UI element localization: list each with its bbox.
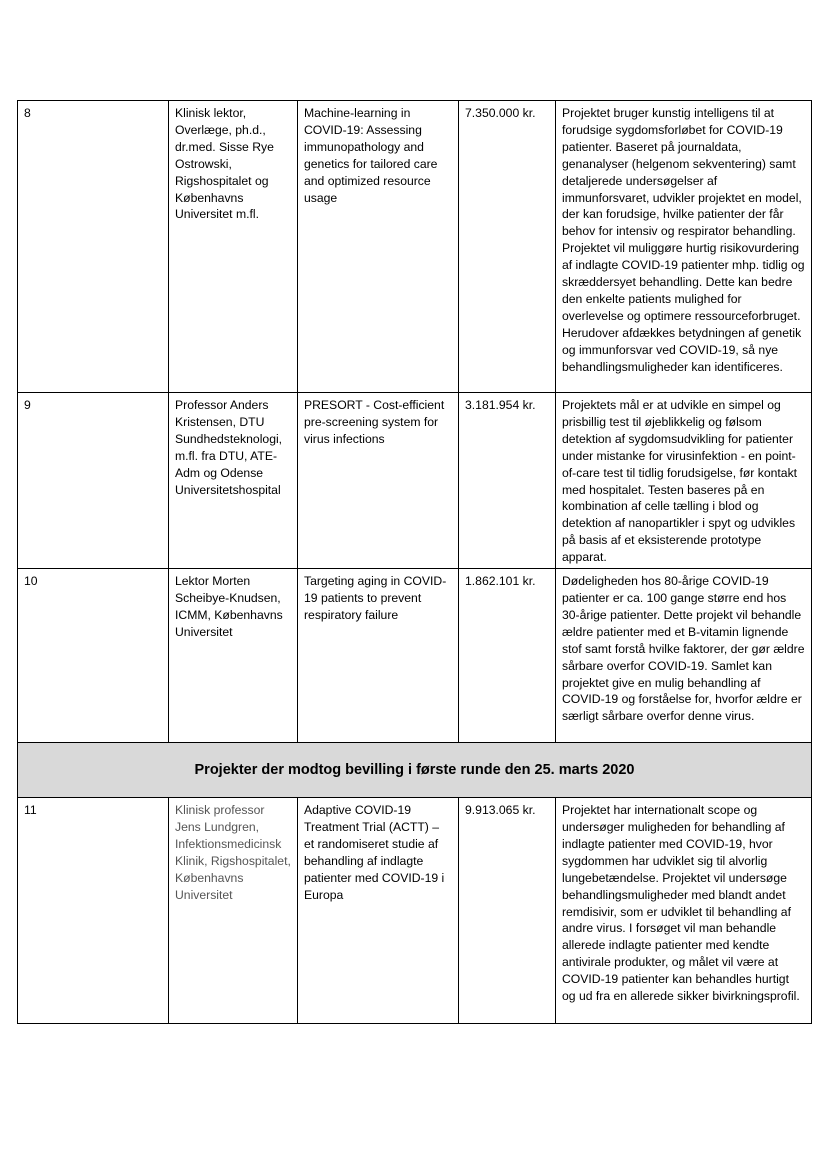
description-cell: Projektets mål er at udvikle en simpel og prisbillig test til øjeblikkelig og følsom detektion af sygdomsudvikling for patienter under mistanke for virusinfektion - en point-of-care test til tidlig forudsigelse, før kontakt med hospitalet. Testen baseres på en kombination af celle tælling i blod og detektion af nanopartikler i spyt og udvikles på basis af et eksisterende prototype apparat. (556, 393, 812, 569)
project-title-cell: PRESORT - Cost-efficient pre-screening system for virus infections (298, 393, 459, 569)
project-number: 10 (18, 569, 169, 743)
project-title-cell: Machine-learning in COVID-19: Assessing immunopathology and genetics for tailored care and optimized resource usage (298, 101, 459, 393)
description-cell: Projektet har internationalt scope og undersøger muligheden for behandling af indlagte patienter med COVID-19, hvor sygdommen har udviklet sig til alvorlig lungebetændelse. Projektet vil undersøge behandlingsmuligheder med blandt andet remdisivir, som er udviklet til behandling af andre virus. I forsøget vil man behandle allerede indlagte patienter med kendte antivirale produkter, og målet vil være at COVID-19 patienter kan behandles hurtigt og ud fra en allerede sikker bivirkningsprofil. (556, 798, 812, 1024)
project-number: 11 (18, 798, 169, 1024)
project-number: 8 (18, 101, 169, 393)
document-page (17, 100, 811, 1024)
section-heading: Projekter der modtog bevilling i første runde den 25. marts 2020 (18, 743, 812, 798)
applicant-cell: Klinisk lektor, Overlæge, ph.d., dr.med. Sisse Rye Ostrowski, Rigshospitalet og Københavns Universitet m.fl. (169, 101, 298, 393)
table-row (18, 101, 812, 393)
amount-cell: 7.350.000 kr. (459, 101, 556, 393)
description-cell: Dødeligheden hos 80-årige COVID-19 patienter er ca. 100 gange større end hos 30-årige patienter. Dette projekt vil behandle ældre patienter med et B-vitamin lignende stof samt forstå hvilke faktorer, der gør ældre sårbare overfor COVID-19. Samlet kan projektet give en mulig behandling af COVID-19 og forståelse for, hvorfor ældre er særligt sårbare overfor denne virus. (556, 569, 812, 743)
project-title-cell: Targeting aging in COVID-19 patients to prevent respiratory failure (298, 569, 459, 743)
description-cell: Projektet bruger kunstig intelligens til at forudsige sygdomsforløbet for COVID-19 patienter. Baseret på journaldata, genanalyser (helgenom sekventering) samt detaljerede undersøgelser af immunforsvaret, udvikler projektet en model, der kan forudsige, hvilke patienter der får behov for intensiv og respirator behandling. Projektet vil muliggøre hurtig risikovurdering af indlagte COVID-19 patienter mhp. tidlig og skræddersyet behandling. Dette kan bedre den enkelte patients mulighed for overlevelse og optimere ressourceforbruget. Herudover afdækkes betydningen af genetik og immunforsvar ved COVID-19, så nye behandlingsmuligheder kan identificeres. (556, 101, 812, 393)
grants-table (17, 100, 812, 1024)
amount-cell: 9.913.065 kr. (459, 798, 556, 1024)
section-heading-row (18, 743, 812, 798)
applicant-cell: Professor Anders Kristensen, DTU Sundhedsteknologi, m.fl. fra DTU, ATE-Adm og Odense Universitetshospital (169, 393, 298, 569)
project-title-cell: Adaptive COVID-19 Treatment Trial (ACTT) – et randomiseret studie af behandling af indlagte patienter med COVID-19 i Europa (298, 798, 459, 1024)
amount-cell: 1.862.101 kr. (459, 569, 556, 743)
project-number: 9 (18, 393, 169, 569)
amount-cell: 3.181.954 kr. (459, 393, 556, 569)
table-row (18, 569, 812, 743)
applicant-cell: Lektor Morten Scheibye-Knudsen, ICMM, Københavns Universitet (169, 569, 298, 743)
table-row (18, 393, 812, 569)
table-row (18, 798, 812, 1024)
applicant-cell: Klinisk professor Jens Lundgren, Infektionsmedicinsk Klinik, Rigshospitalet, Københavns Universitet (169, 798, 298, 1024)
